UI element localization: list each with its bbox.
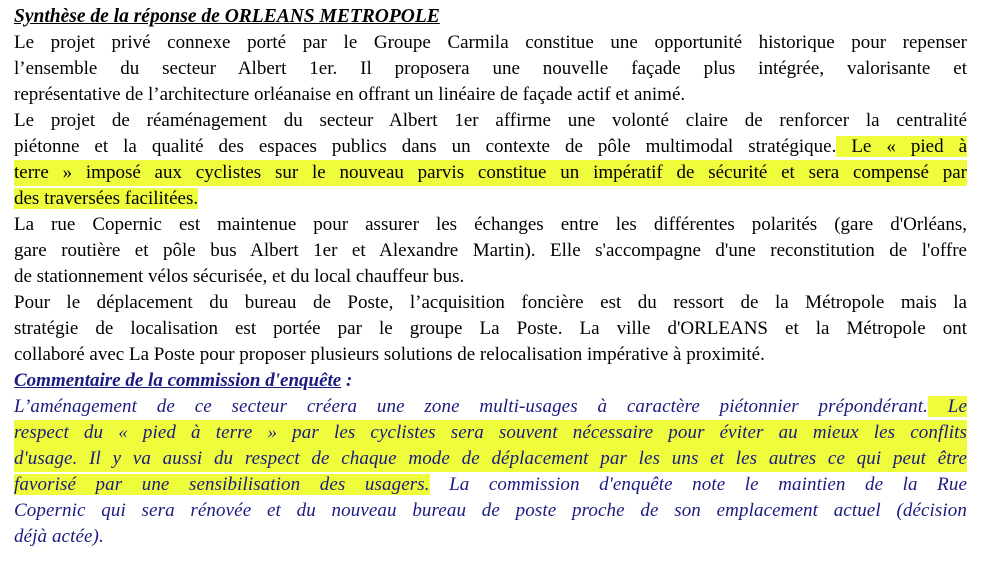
paragraph-line: collaboré avec La Poste pour proposer plusieurs solutions de relocalisation impérative à proximité. [14, 344, 765, 365]
highlighted-line: terre » imposé aux cyclistes sur le nouveau parvis constitue un impératif de sécurité et sera compensé par [14, 160, 967, 186]
commission-line-mixed [14, 472, 967, 498]
paragraph-line: gare routière et pôle bus Albert 1er et Alexandre Martin). Elle s'accompagne d'une reconstitution de l'offre [14, 240, 967, 261]
commission-line-mixed [14, 394, 967, 420]
section-title-synthese [14, 4, 967, 30]
highlighted-text: des traversées facilitées. [14, 188, 199, 209]
highlighted-text: Le « pied à [836, 136, 968, 157]
commission-line: Copernic qui sera rénovée et du nouveau bureau de poste proche de son emplacement actuel (décision [14, 500, 967, 521]
paragraph-line-mixed [14, 134, 967, 160]
highlighted-text: Le [928, 396, 967, 417]
plain-text: piétonne et la qualité des espaces publics dans un contexte de pôle multimodal stratégique. [14, 136, 837, 157]
paragraph-line: Le projet privé connexe porté par le Groupe Carmila constitue une opportunité historique pour repenser [14, 32, 967, 53]
paragraph-line: La rue Copernic est maintenue pour assurer les échanges entre les différentes polarités (gare d'Orléans, [14, 214, 967, 235]
plain-text: La commission d'enquête note le maintien de la Rue [429, 474, 967, 495]
commentaire-heading [14, 370, 352, 391]
commentaire-heading-text: Commentaire de la commission d'enquête [14, 370, 342, 391]
paragraph-line: de stationnement vélos sécurisée, et du local chauffeur bus. [14, 266, 465, 287]
paragraph-line: l’ensemble du secteur Albert 1er. Il proposera une nouvelle façade plus intégrée, valorisante et [14, 58, 967, 79]
paragraph-line: Pour le déplacement du bureau de Poste, l’acquisition foncière est du ressort de la Métropole mais la [14, 292, 967, 313]
plain-text: L’aménagement de ce secteur créera une zone multi-usages à caractère piétonnier prépondérant. [14, 396, 928, 417]
highlighted-line-container [14, 186, 967, 212]
paragraph-line: stratégie de localisation est portée par le groupe La Poste. La ville d'ORLEANS et la Métropole ont [14, 318, 967, 339]
commentaire-heading-colon: : [341, 370, 353, 391]
paragraph-line: Le projet de réaménagement du secteur Albert 1er affirme une volonté claire de renforcer la centralité [14, 110, 967, 131]
synthese-heading: Synthèse de la réponse de ORLEANS METROPOLE [14, 6, 440, 27]
commission-line: déjà actée). [14, 526, 104, 547]
highlighted-text: favorisé par une sensibilisation des usagers. [14, 474, 430, 495]
commission-highlighted-line: d'usage. Il y va aussi du respect de chaque mode de déplacement par les uns et les autres ce qui peut être [14, 446, 967, 472]
section-title-commentaire [14, 368, 967, 394]
commission-highlighted-line: respect du « pied à terre » par les cyclistes sera souvent nécessaire pour éviter au mieux les conflits [14, 420, 967, 446]
paragraph-line: représentative de l’architecture orléanaise en offrant un linéaire de façade actif et animé. [14, 84, 686, 105]
